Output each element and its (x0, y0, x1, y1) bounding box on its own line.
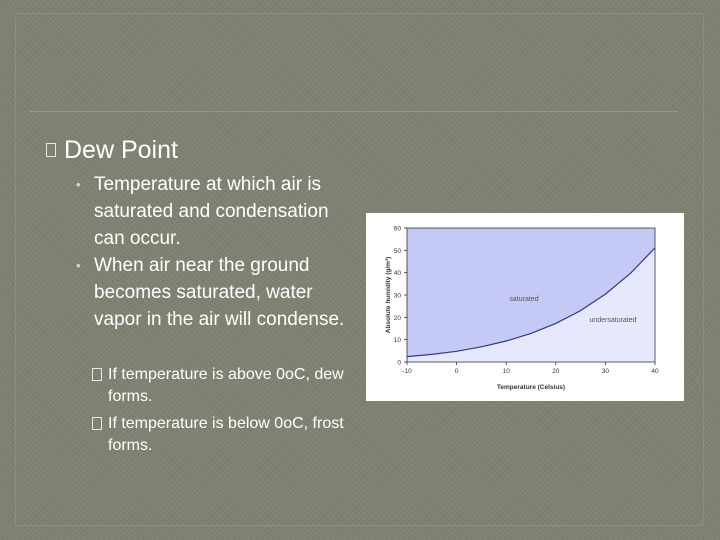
x-tick-label: 30 (601, 368, 610, 375)
x-tick-label: -10 (402, 368, 412, 375)
humidity-chart (366, 213, 684, 401)
bullet-item (76, 171, 356, 252)
sub-bullet-text: If temperature is above 0oC, dew forms. (108, 366, 344, 405)
sub-bullet-icon (92, 368, 102, 381)
sub-bullet-text: If temperature is below 0oC, frost forms. (108, 415, 344, 454)
y-tick-label: 60 (393, 225, 401, 233)
bullet-dot-icon: • (76, 177, 81, 192)
y-tick-label: 40 (393, 270, 401, 278)
annotation-saturated: saturated (509, 296, 539, 303)
x-axis-label: Temperature (Celsius) (496, 384, 566, 391)
sub-bullet-icon (92, 417, 102, 430)
bullet-text: When air near the ground becomes saturated, water vapor in the air will condense. (94, 255, 345, 330)
bullet-dot-icon: • (76, 258, 81, 273)
x-tick-label: 20 (552, 368, 560, 375)
sub-bullet-item (92, 364, 352, 408)
y-tick-label: 50 (393, 247, 401, 255)
x-tick-label: 0 (454, 368, 459, 375)
bullet-text: Temperature at which air is saturated and condensation can occur. (94, 174, 329, 249)
sub-bullet-item (92, 413, 352, 457)
sub-bullet-list (92, 364, 352, 462)
y-tick-label: 10 (393, 337, 401, 345)
title-divider (30, 111, 678, 112)
y-tick-label: 20 (393, 314, 401, 322)
y-tick-label: 30 (393, 292, 401, 300)
x-tick-label: 10 (502, 368, 510, 375)
x-tick-label: 40 (651, 368, 659, 375)
bullet-item (76, 252, 356, 333)
slide-title (46, 136, 178, 164)
slide-title-text: Dew Point (64, 136, 178, 164)
title-bullet-icon (46, 143, 56, 157)
bullet-list (76, 171, 356, 333)
y-axis-label: Absolute humidity (g/m³) (385, 256, 392, 334)
humidity-chart-svg (366, 213, 684, 401)
y-tick-label: 0 (397, 359, 401, 367)
annotation-undersaturated: undersaturated (589, 317, 637, 324)
